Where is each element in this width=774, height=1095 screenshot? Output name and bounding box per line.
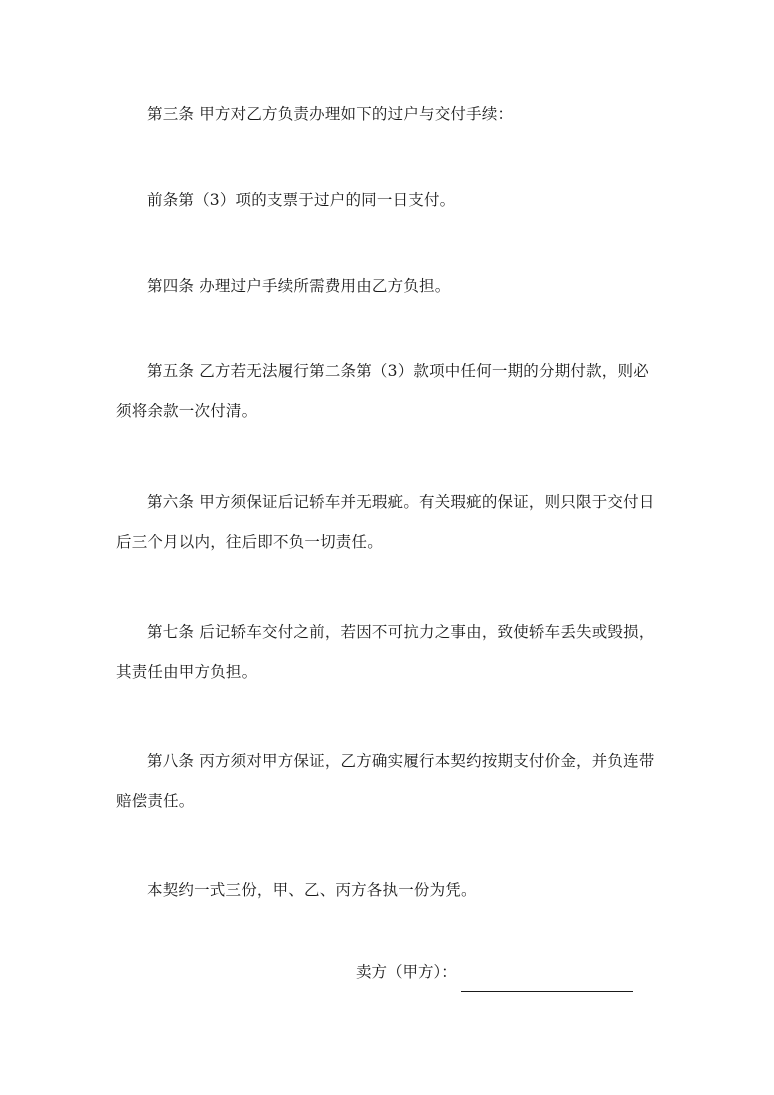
seller-signature-blank[interactable] [461,965,633,992]
clause-3: 第三条 甲方对乙方负责办理如下的过户与交付手续： [147,105,514,123]
clause-7: 第七条 后记轿车交付之前，若因不可抗力之事由，致使轿车丢失或毁损，其责任由甲方负担。 [116,623,655,681]
clause-3-payment-note: 前条第（3）项的支票于过户的同一日支付。 [147,191,456,209]
clause-4: 第四条 办理过户手续所需费用由乙方负担。 [147,277,451,295]
clause-6: 第六条 甲方须保证后记轿车并无瑕疵。有关瑕疵的保证，则只限于交付日后三个月以内，往后即不负一切责任。 [116,493,655,551]
seller-signature-line [356,952,633,992]
clause-5: 第五条 乙方若无法履行第二条第（3）款项中任何一期的分期付款，则必须将余款一次付清。 [116,362,649,420]
copies-statement: 本契约一式三份，甲、乙、丙方各执一份为凭。 [147,881,477,899]
seller-signature-label: 卖方（甲方）： [356,963,457,981]
clause-8: 第八条 丙方须对甲方保证，乙方确实履行本契约按期支付价金，并负连带赔偿责任。 [116,752,655,810]
